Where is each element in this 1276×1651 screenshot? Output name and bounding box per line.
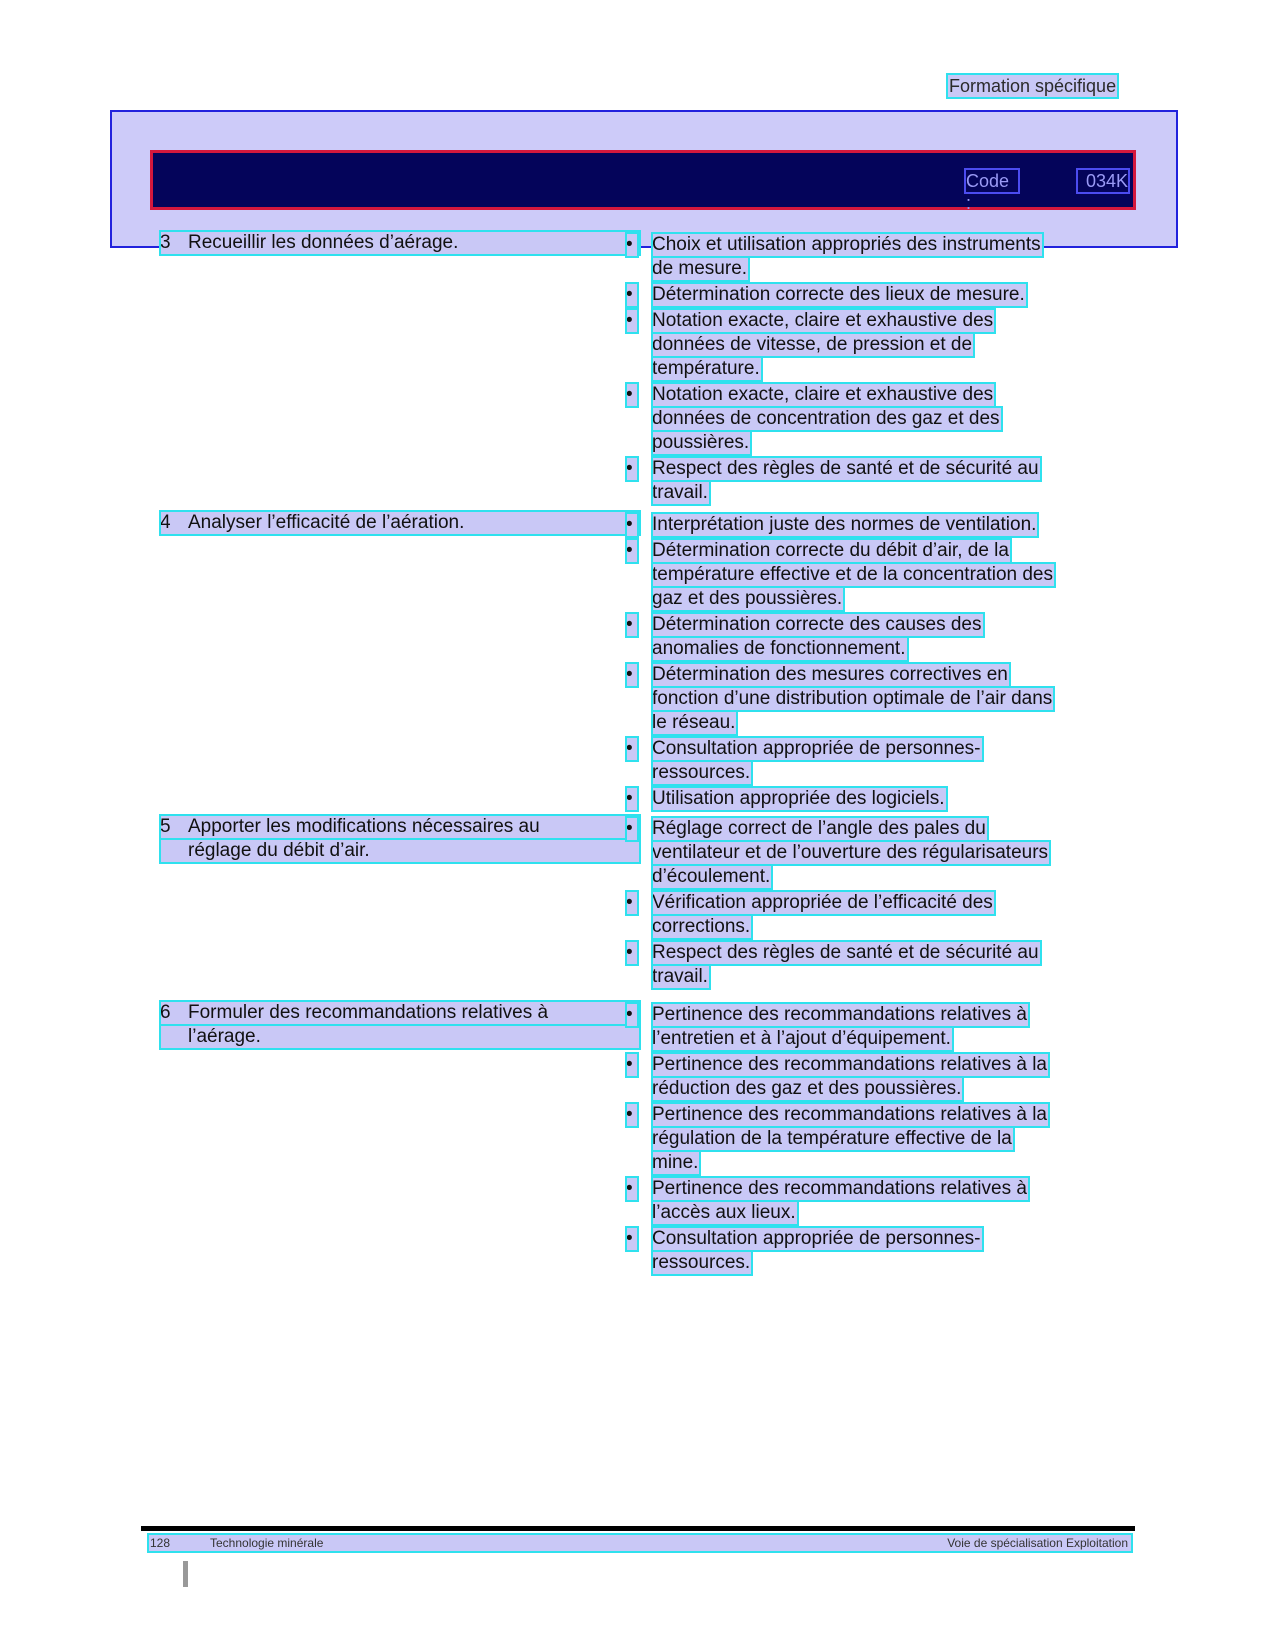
code-label: Code : <box>966 170 1018 192</box>
criterion-text: corrections. <box>652 916 751 937</box>
criterion-text: Détermination des mesures correctives en <box>652 664 1008 685</box>
competency-text: 4 Analyser l’efficacité de l’aération. <box>160 511 640 535</box>
criterion-text: Choix et utilisation appropriés des instruments <box>652 234 1041 255</box>
criteria-list <box>652 513 1122 813</box>
criterion-item <box>652 383 1122 455</box>
code-value: 034K <box>1078 170 1128 192</box>
criterion-text: mine. <box>652 1152 699 1173</box>
criterion-text: Détermination correcte des lieux de mesure. <box>652 284 1025 305</box>
criterion-text: Pertinence des recommandations relatives à la <box>652 1054 1047 1075</box>
criterion-item <box>652 787 1122 811</box>
criteria-list <box>652 817 1122 991</box>
criterion-text: température effective et de la concentration des <box>652 564 1054 585</box>
criterion-item <box>652 1103 1122 1175</box>
criterion-text: d’écoulement. <box>652 866 771 887</box>
criterion-text: Respect des règles de santé et de sécurité au <box>652 458 1039 479</box>
criterion-item <box>652 457 1122 505</box>
criterion-text: Détermination correcte du débit d’air, de la <box>652 540 1009 561</box>
criterion-text: Interprétation juste des normes de ventilation. <box>652 514 1037 535</box>
competency-number: 5 <box>160 816 171 837</box>
criterion-item <box>652 1053 1122 1101</box>
criterion-text: réduction des gaz et des poussières. <box>652 1078 962 1099</box>
criterion-text: données de concentration des gaz et des <box>652 408 1000 429</box>
footer-section: Voie de spécialisation Exploitation <box>947 1536 1128 1550</box>
criterion-text: travail. <box>652 482 708 503</box>
criterion-text: fonction d’une distribution optimale de l’air dans <box>652 688 1053 709</box>
criterion-item <box>652 941 1122 989</box>
competency-number: 3 <box>160 232 171 253</box>
criterion-text: Vérification appropriée de l’efficacité des <box>652 892 993 913</box>
competency-4 <box>160 511 640 535</box>
criterion-text: Pertinence des recommandations relatives à <box>652 1004 1027 1025</box>
criterion-item <box>652 283 1122 307</box>
criterion-item <box>652 1003 1122 1051</box>
running-head: Formation spécifique <box>949 76 1117 96</box>
criterion-item <box>652 513 1122 537</box>
footer-rule <box>141 1526 1135 1531</box>
footer-page-number: 128 <box>150 1536 171 1550</box>
criterion-text: de mesure. <box>652 258 748 279</box>
criterion-text: ressources. <box>652 762 751 783</box>
footer <box>148 1534 1132 1552</box>
competency-3 <box>160 231 640 255</box>
criterion-item <box>652 891 1122 939</box>
criterion-item <box>652 663 1122 735</box>
criterion-item <box>652 539 1122 611</box>
competency-text: 3 Recueillir les données d’aérage. <box>160 231 640 255</box>
criterion-text: le réseau. <box>652 712 736 733</box>
competency-text: l’aérage. <box>160 1025 640 1049</box>
criterion-text: Utilisation appropriée des logiciels. <box>652 788 945 809</box>
criterion-text: régulation de la température effective de la <box>652 1128 1012 1149</box>
footer-title: Technologie minérale <box>210 1536 324 1550</box>
criterion-text: Respect des règles de santé et de sécurité au <box>652 942 1039 963</box>
criterion-item <box>652 309 1122 381</box>
competency-text: 6 Formuler des recommandations relatives à <box>160 1001 640 1025</box>
criterion-text: l’entretien et à l’ajout d’équipement. <box>652 1028 951 1049</box>
criterion-text: Consultation appropriée de personnes- <box>652 738 981 759</box>
criterion-item <box>652 1227 1122 1275</box>
criterion-text: ressources. <box>652 1252 751 1273</box>
criterion-text: Détermination correcte des causes des <box>652 614 982 635</box>
criterion-text: ventilateur et de l’ouverture des régularisateurs <box>652 842 1049 863</box>
criterion-text: Consultation appropriée de personnes- <box>652 1228 981 1249</box>
criterion-text: Pertinence des recommandations relatives à <box>652 1178 1027 1199</box>
competency-5 <box>160 815 640 863</box>
criterion-text: température. <box>652 358 760 379</box>
competency-number: 4 <box>160 512 171 533</box>
criterion-item <box>652 817 1122 889</box>
criterion-text: données de vitesse, de pression et de <box>652 334 973 355</box>
criterion-text: anomalies de fonctionnement. <box>652 638 906 659</box>
competency-6 <box>160 1001 640 1049</box>
criteria-list <box>652 1003 1122 1277</box>
criterion-text: gaz et des poussières. <box>652 588 843 609</box>
criterion-item <box>652 737 1122 785</box>
page-marker <box>183 1561 188 1587</box>
competency-text: 5 Apporter les modifications nécessaires au <box>160 815 640 839</box>
criterion-text: poussières. <box>652 432 750 453</box>
competency-number: 6 <box>160 1002 171 1023</box>
criterion-item <box>652 1177 1122 1225</box>
criterion-text: l’accès aux lieux. <box>652 1202 796 1223</box>
criterion-item <box>652 233 1122 281</box>
criterion-text: Pertinence des recommandations relatives à la <box>652 1104 1047 1125</box>
criterion-text: Notation exacte, claire et exhaustive des <box>652 310 994 331</box>
code-bar <box>150 150 1136 213</box>
criteria-list <box>652 233 1122 507</box>
criterion-item <box>652 613 1122 661</box>
competency-text: réglage du débit d’air. <box>160 839 640 863</box>
criterion-text: travail. <box>652 966 708 987</box>
criterion-text: Réglage correct de l’angle des pales du <box>652 818 986 839</box>
criterion-text: Notation exacte, claire et exhaustive des <box>652 384 994 405</box>
